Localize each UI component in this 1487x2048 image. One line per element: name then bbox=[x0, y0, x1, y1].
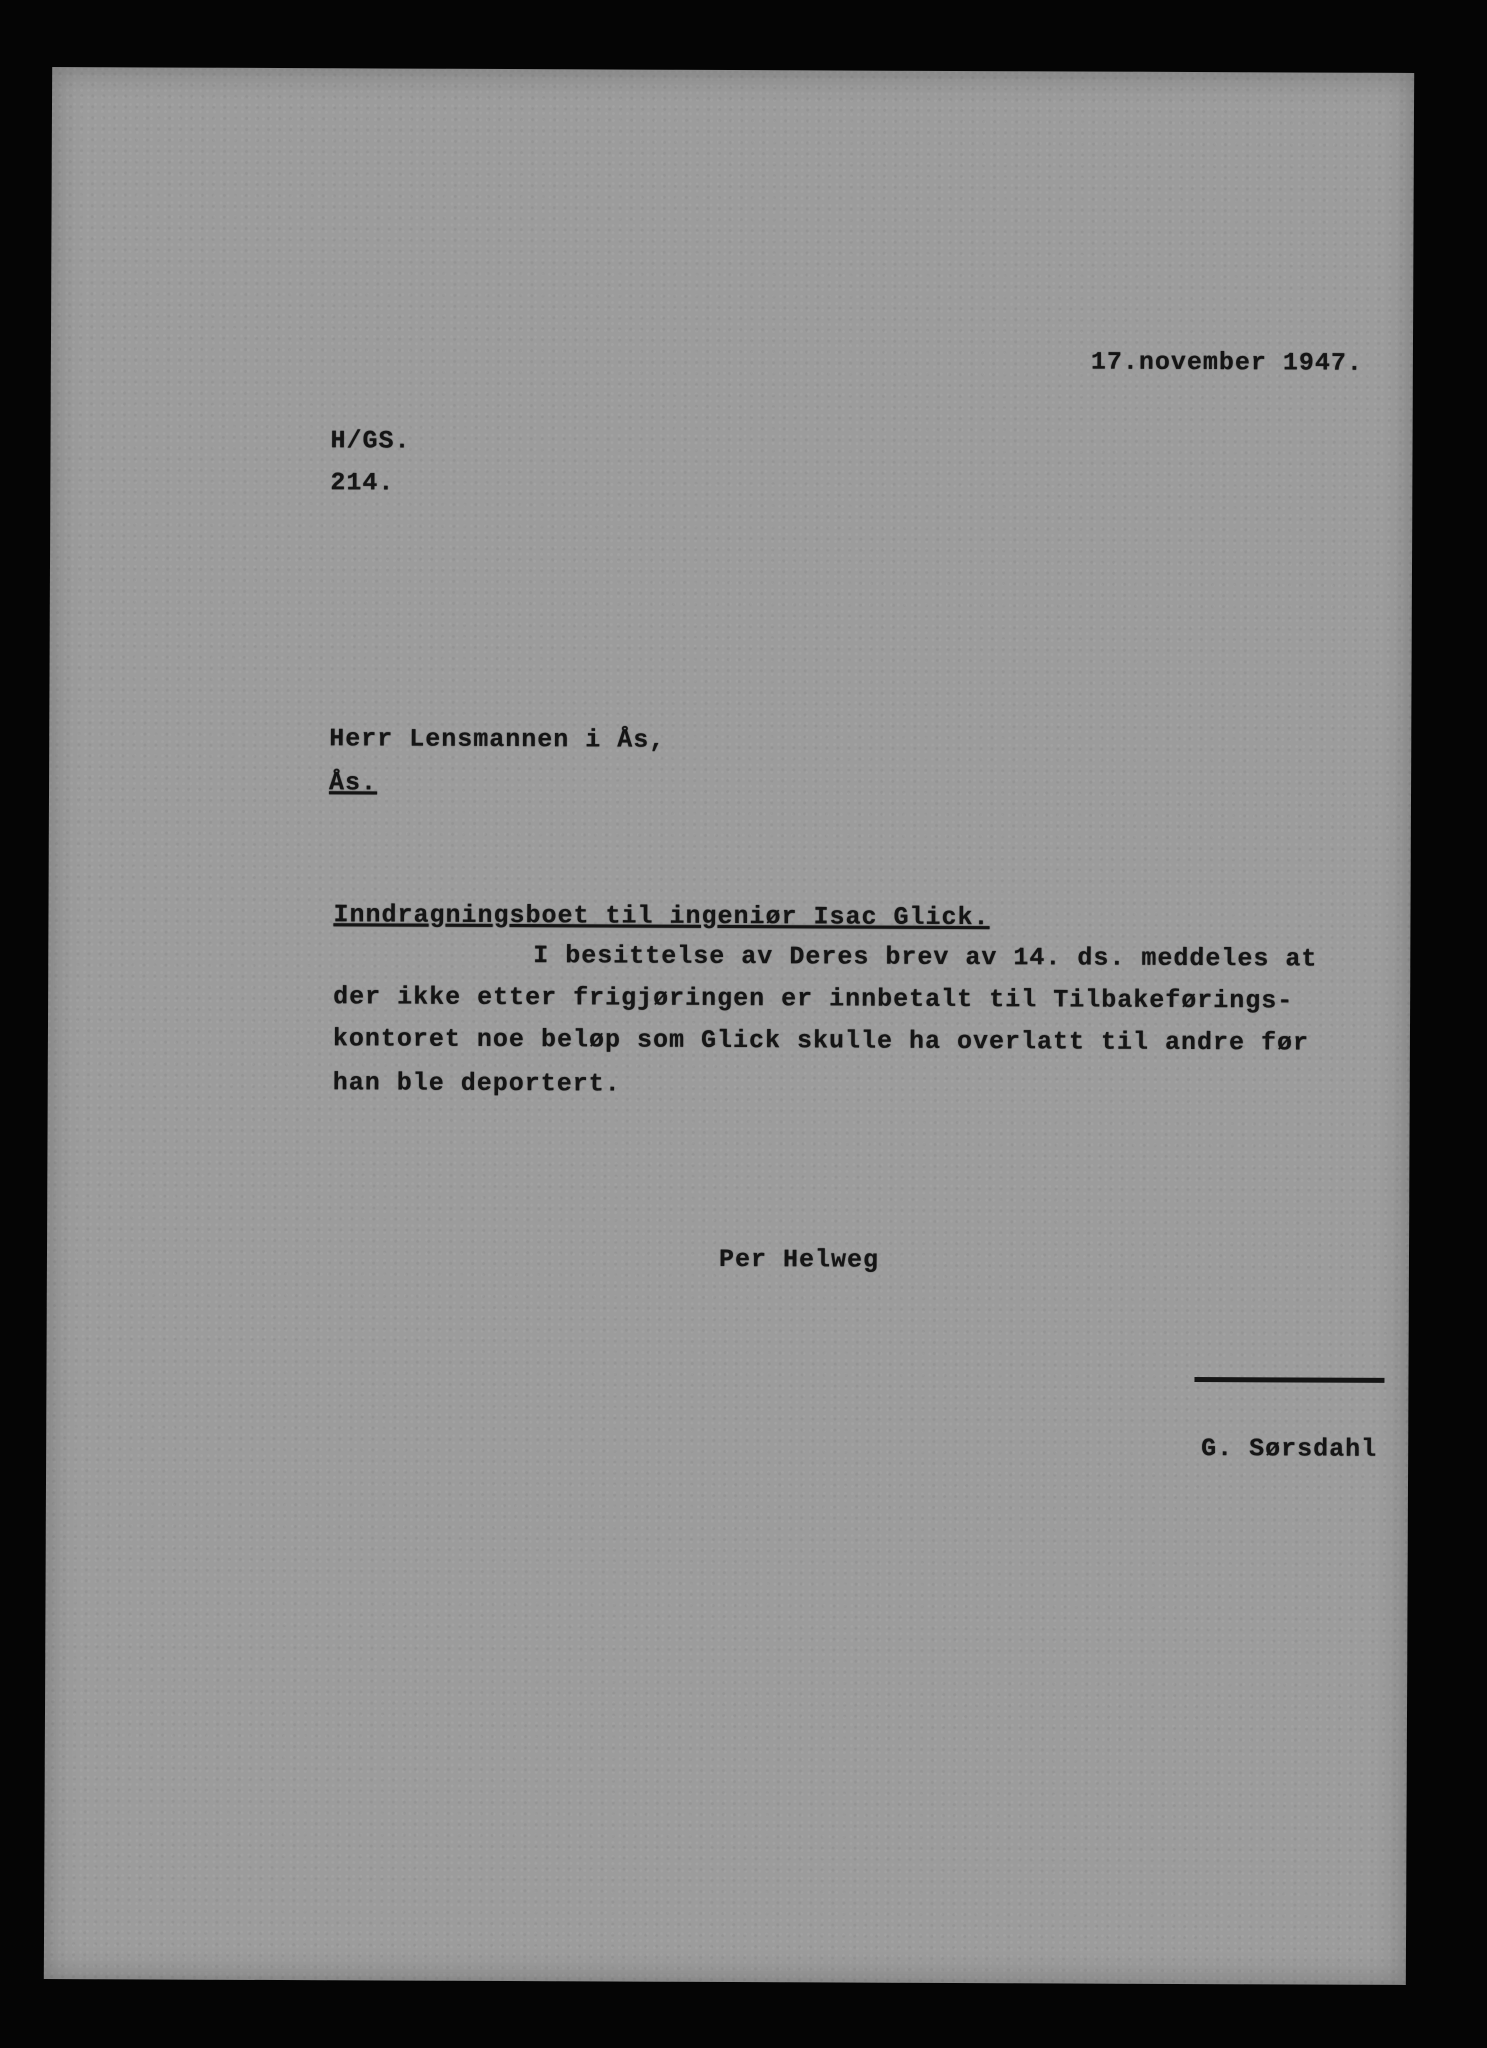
body-line-2: der ikke etter frigjøringen er innbetalt til Tilbakeførings- bbox=[333, 982, 1294, 1016]
reference-initials: H/GS. bbox=[330, 426, 411, 456]
recipient-line-2: Ås. bbox=[328, 768, 378, 798]
letter-page bbox=[44, 67, 1414, 1985]
reference-number: 214. bbox=[330, 468, 395, 498]
letter-date: 17.november 1947. bbox=[1090, 347, 1364, 378]
recipient-line-1: Herr Lensmannen i Ås, bbox=[329, 724, 666, 755]
signature-line bbox=[1194, 1377, 1384, 1383]
body-line-3: kontoret noe beløp som Glick skulle ha overlatt til andre før bbox=[332, 1024, 1310, 1058]
letter-subject: Inndragningsboet til ingeniør Isac Glick. bbox=[333, 900, 990, 933]
body-line-4: han ble deportert. bbox=[332, 1068, 621, 1099]
signer-secondary: G. Sørsdahl bbox=[1201, 1434, 1378, 1464]
body-line-1: I besittelse av Deres brev av 14. ds. meddeles at bbox=[533, 941, 1318, 974]
signer-primary: Per Helweg bbox=[718, 1244, 880, 1275]
